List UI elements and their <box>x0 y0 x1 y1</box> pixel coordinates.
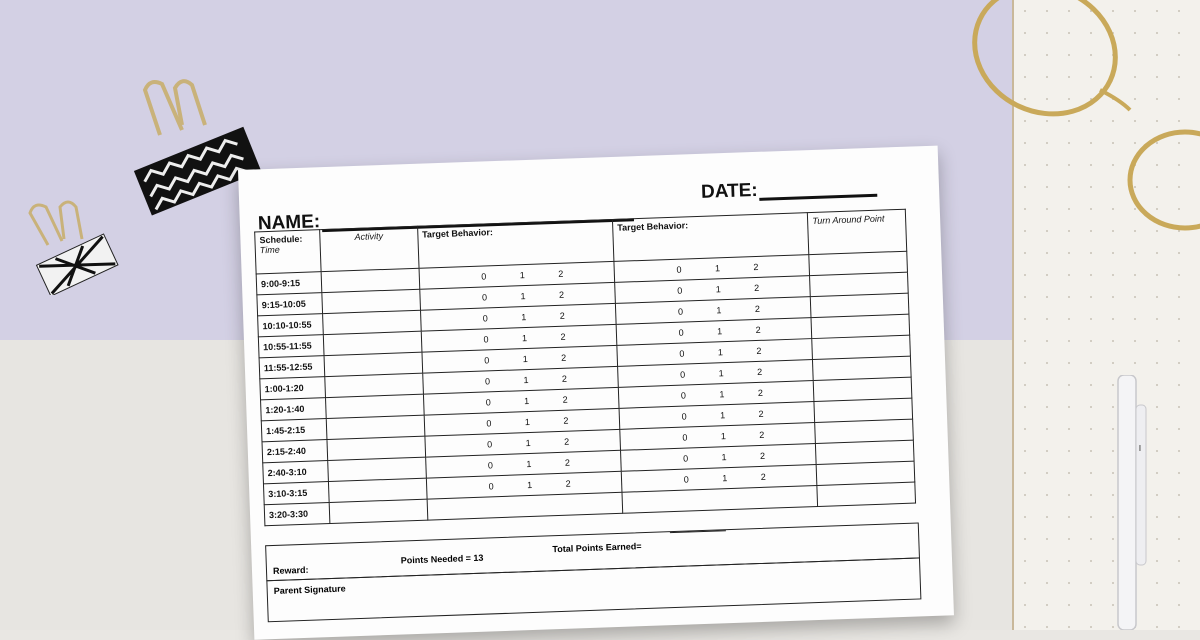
eyeglasses-icon <box>960 0 1200 240</box>
time-slot: 3:10-3:15 <box>263 482 329 505</box>
score-option: 2 <box>564 457 571 468</box>
score-option: 0 <box>682 453 689 464</box>
score-option: 2 <box>563 436 570 447</box>
score-option: 1 <box>526 458 532 470</box>
score-option: 2 <box>757 387 764 398</box>
activity-cell <box>329 499 427 523</box>
time-slot: 3:20-3:30 <box>264 503 330 526</box>
score-option: 2 <box>754 303 761 315</box>
score-option: 0 <box>486 418 492 429</box>
score-option: 0 <box>487 460 494 471</box>
time-slot: 1:00-1:20 <box>260 377 326 400</box>
score-option: 1 <box>714 263 721 274</box>
score-option: 1 <box>715 284 721 295</box>
score-option: 0 <box>678 327 684 338</box>
time-slot: 9:15-10:05 <box>257 293 323 316</box>
score-option: 2 <box>753 261 759 273</box>
score-option: 1 <box>524 416 531 428</box>
score-option: 2 <box>559 310 565 321</box>
score-option: 1 <box>524 395 530 407</box>
score-option: 0 <box>487 439 493 450</box>
time-slot: 2:40-3:10 <box>263 461 329 484</box>
small-binder-clip-icon <box>20 195 130 295</box>
parent-signature-label: Parent Signature <box>273 583 346 597</box>
score-option: 1 <box>720 431 727 442</box>
score-option: 1 <box>722 473 728 484</box>
score-option: 0 <box>682 432 688 443</box>
score-option: 2 <box>756 345 762 357</box>
time-slot: 9:00-9:15 <box>256 272 322 295</box>
reward-label: Reward: <box>272 564 309 577</box>
target-behavior-header-2: Target Behavior: <box>612 213 809 262</box>
total-points-earned: Total Points Earned= <box>552 541 642 555</box>
time-slot: 1:20-1:40 <box>261 398 327 421</box>
score-option: 1 <box>521 333 528 344</box>
turn-around-header: Turn Around Point <box>808 209 907 254</box>
score-option: 0 <box>481 271 487 282</box>
time-slot: 2:15-2:40 <box>262 440 328 463</box>
score-option: 0 <box>679 348 685 359</box>
score-option: 0 <box>677 306 684 317</box>
score-option: 0 <box>485 397 491 408</box>
score-option: 1 <box>519 270 525 281</box>
score-option: 0 <box>482 313 488 324</box>
score-option: 0 <box>681 411 687 422</box>
score-option: 1 <box>718 368 724 379</box>
score-option: 1 <box>525 437 531 449</box>
score-option: 1 <box>526 479 533 491</box>
date-label: DATE: <box>700 179 759 203</box>
score-option: 0 <box>484 376 491 387</box>
schedule-header: Schedule: Time <box>255 230 322 274</box>
score-option: 0 <box>488 481 494 492</box>
score-option: 2 <box>759 429 765 440</box>
svg-text:▬: ▬ <box>1137 445 1143 451</box>
name-label: NAME: <box>257 211 321 235</box>
behavior-worksheet <box>238 146 954 640</box>
score-option: 0 <box>683 474 690 485</box>
score-option: 2 <box>756 366 763 378</box>
score-option: 0 <box>679 369 686 380</box>
score-option: 1 <box>717 347 724 358</box>
turn-around-cell <box>817 482 915 506</box>
score-option: 1 <box>523 374 529 386</box>
score-option: 1 <box>719 410 726 421</box>
score-option: 1 <box>716 305 722 316</box>
total-points-line <box>670 530 726 533</box>
pen-icon <box>1112 375 1152 630</box>
score-option: 1 <box>521 312 527 323</box>
score-option: 0 <box>483 334 489 345</box>
target-behavior-header-1: Target Behavior: <box>417 219 614 268</box>
score-option: 1 <box>721 452 727 463</box>
score-option: 2 <box>758 408 764 419</box>
time-slot: 11:55-12:55 <box>259 356 325 379</box>
score-option: 2 <box>562 394 568 405</box>
score-option: 2 <box>558 289 565 300</box>
activity-header: Activity <box>320 226 419 271</box>
score-option: 0 <box>481 292 488 303</box>
score-option: 2 <box>563 415 569 426</box>
score-option: 2 <box>565 478 571 489</box>
score-option: 0 <box>677 285 683 296</box>
score-option: 2 <box>755 324 761 336</box>
time-slot: 1:45-2:15 <box>261 419 327 442</box>
points-needed: Points Needed = 13 <box>400 552 484 566</box>
score-option: 1 <box>522 354 528 365</box>
time-slot: 10:10-10:55 <box>258 314 324 337</box>
score-option: 2 <box>558 268 564 279</box>
date-line <box>759 194 877 201</box>
time-slot: 10:55-11:55 <box>258 335 324 358</box>
score-option: 2 <box>561 352 567 363</box>
score-option: 2 <box>561 373 568 384</box>
score-option: 1 <box>716 326 723 337</box>
score-option: 0 <box>484 355 490 366</box>
score-option: 2 <box>759 450 766 461</box>
score-option: 0 <box>676 264 682 275</box>
score-option: 1 <box>719 389 725 400</box>
schedule-table <box>254 209 916 527</box>
score-option: 0 <box>680 390 687 401</box>
score-option: 2 <box>760 471 766 482</box>
score-option: 1 <box>520 291 526 302</box>
score-option: 2 <box>754 282 760 294</box>
score-option: 2 <box>560 331 566 342</box>
